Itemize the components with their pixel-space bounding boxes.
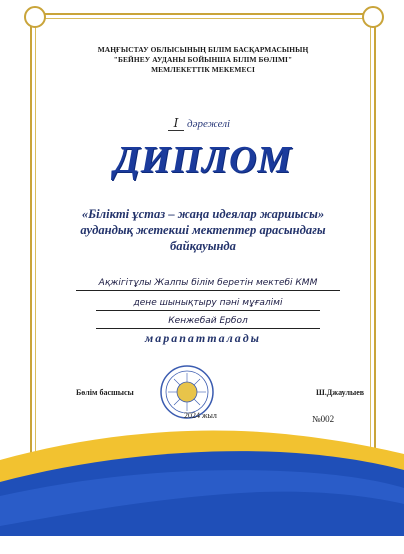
degree-label [168, 116, 230, 131]
degree-text: дәрежелі [187, 118, 231, 130]
recipient-name: Кенжебай Ербол [96, 314, 320, 329]
issue-year: 2024 жыл [184, 411, 217, 420]
certificate-number: №002 [312, 414, 335, 424]
diploma-title: ДИПЛОМ [113, 139, 293, 181]
signature-right-name: Ш.Джаулыев [316, 388, 365, 397]
recipient-position: дене шынықтыру пәні мұғалімі [96, 296, 320, 311]
recipient-school: Ақжігітұлы Жалпы білім беретін мектебі КММ [76, 276, 340, 291]
awarded-text: марапатталады [145, 331, 261, 345]
degree-handwritten: I [168, 116, 184, 131]
issuer-header [40, 45, 366, 75]
contest-line-1: «Білікті ұстаз – жаңа идеялар жаршысы» [81, 207, 325, 221]
contest-line-3: байқауында [170, 239, 236, 253]
issuer-line-2: "БЕЙНЕУ АУДАНЫ БОЙЫНША БІЛІМ БӨЛІМІ" [113, 55, 293, 64]
issuer-line-1: МАҢҒЫСТАУ ОБЛЫСЫНЫҢ БІЛІМ БАСҚАРМАСЫНЫҢ [97, 45, 309, 54]
signature-left-label: Бөлім басшысы [76, 388, 134, 397]
issuer-line-3: МЕМЛЕКЕТТІК МЕКЕМЕСІ [151, 65, 255, 74]
corner-ornament-top-left [24, 6, 46, 28]
corner-ornament-top-right [362, 6, 384, 28]
blue-yellow-wave-decoration [0, 418, 404, 554]
contest-name [50, 206, 356, 254]
contest-line-2: аудандық жетекші мектептер арасындағы [80, 223, 326, 237]
